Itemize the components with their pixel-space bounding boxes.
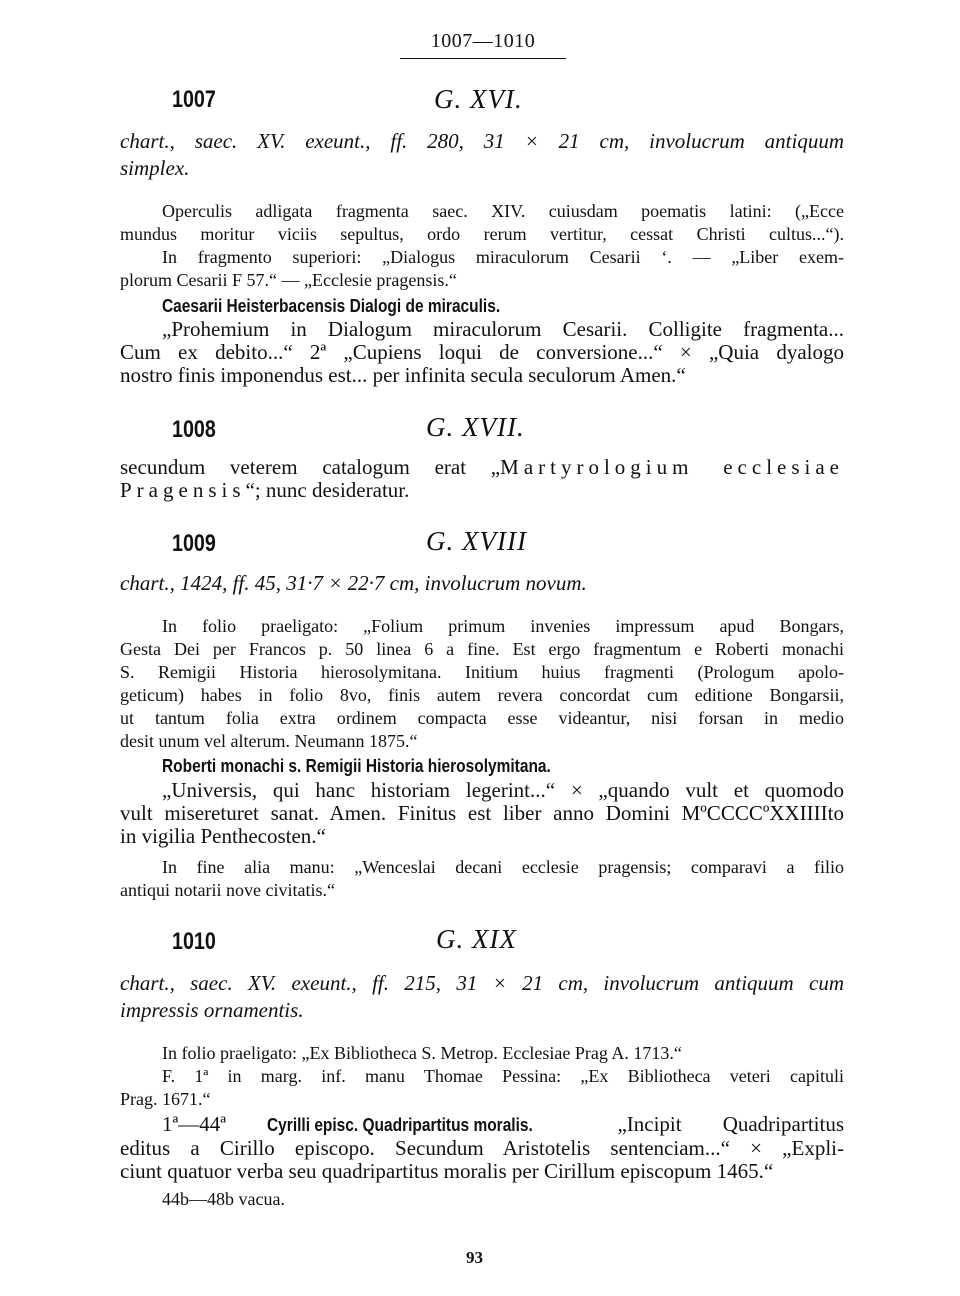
entry-final-note: In fine alia manu: „Wenceslai decani ecclesie pragensis; comparavi a filio antiqui notarii nove civitatis.“ [120, 857, 844, 900]
entry-number: 1007 [172, 86, 216, 113]
work-title: Cyrilli episc. Quadripartitus moralis. [267, 1115, 534, 1135]
entry-text: 1ª—44ª Cyrilli episc. Quadripartitus moralis. „Incipit Quadripartitus editus a Cirillo episcopo. Secundum Aristotelis sentenciam...“ × „Expli- ciunt quatuor verba seu quadripartitus moralis per Cirillum episcopum 1465.“ [120, 1112, 844, 1183]
work-title: Roberti monachi s. Remigii Historia hierosolymitana. [162, 756, 551, 776]
entry-final-note: 44b—48b vacua. [162, 1189, 285, 1209]
entry-description: chart., saec. XV. exeunt., ff. 280, 31 × 21 cm, involucrum antiquum simplex. [120, 129, 844, 180]
entry-number: 1010 [172, 928, 216, 955]
entry-shelfmark: G. XIX [436, 924, 517, 954]
entry-shelfmark: G. XVIII [426, 526, 527, 556]
entry-number: 1009 [172, 530, 216, 557]
entry-text: „Universis, qui hanc historiam legerint...“ × „quando vult et quomodo vult misereturet sanat. Amen. Finitus est liber anno Domini MºCCCCºXXIIIIto in vigilia Penthecosten.“ [120, 778, 844, 848]
work-title: Caesarii Heisterbacensis Dialogi de miraculis. [162, 296, 501, 316]
entry-shelfmark: G. XVII. [426, 412, 525, 442]
entry-note: In folio praeligato: „Folium primum invenies impressum apud Bongars, Gesta Dei per Francos p. 50 linea 6 a fine. Est ergo fragmentum e Roberti monachi S. Remigii Historia hierosolymitana. Initium huius fragmenti (Prologum apolo- geticum) habes in folio 8vo, finis autem revera concordat cum editione Bongarsii, ut tantum folia extra ordinem compacta esse videantur, nisi forsan in medio desit unum vel alterum. Neumann 1875.“ [120, 616, 844, 751]
entry-description: chart., saec. XV. exeunt., ff. 215, 31 × 21 cm, involucrum antiquum cum impressis ornamentis. [120, 971, 844, 1022]
entry-text: secundum veterem catalogum erat „Martyrologium ecclesiae Pragensis“; nunc desideratur. [120, 455, 844, 502]
entry-number: 1008 [172, 416, 216, 443]
entry-text: „Prohemium in Dialogum miraculorum Cesarii. Colligite fragmenta... Cum ex debito...“ 2ª „Cupiens loqui de conversione...“ × „Quia dyalogo nostro finis imponendus est... per infinita secula seculorum Amen.“ [120, 317, 844, 387]
entry-note: Operculis adligata fragmenta saec. XIV. cuiusdam poematis latini: („Ecce mundus moritur viciis sepultus, ordo rerum vertitur, cessat Christi cultus...“). In fragmento superiori: „Dialogus miraculorum Cesarii ‘. — „Liber exem- plorum Cesarii F 57.“ — „Ecclesie pragensis.“ [120, 201, 844, 290]
entry-description: chart., 1424, ff. 45, 31·7 × 22·7 cm, involucrum novum. [120, 571, 587, 595]
header-rule [400, 58, 566, 59]
entry-note: In folio praeligato: „Ex Bibliotheca S. Metrop. Ecclesiae Prag A. 1713.“ F. 1ª in marg. inf. manu Thomae Pessina: „Ex Bibliotheca veteri capituli Prag. 1671.“ [120, 1043, 844, 1109]
entry-shelfmark: G. XVI. [434, 84, 523, 114]
page-number: 93 [466, 1248, 483, 1267]
running-head: 1007—1010 [430, 30, 536, 52]
